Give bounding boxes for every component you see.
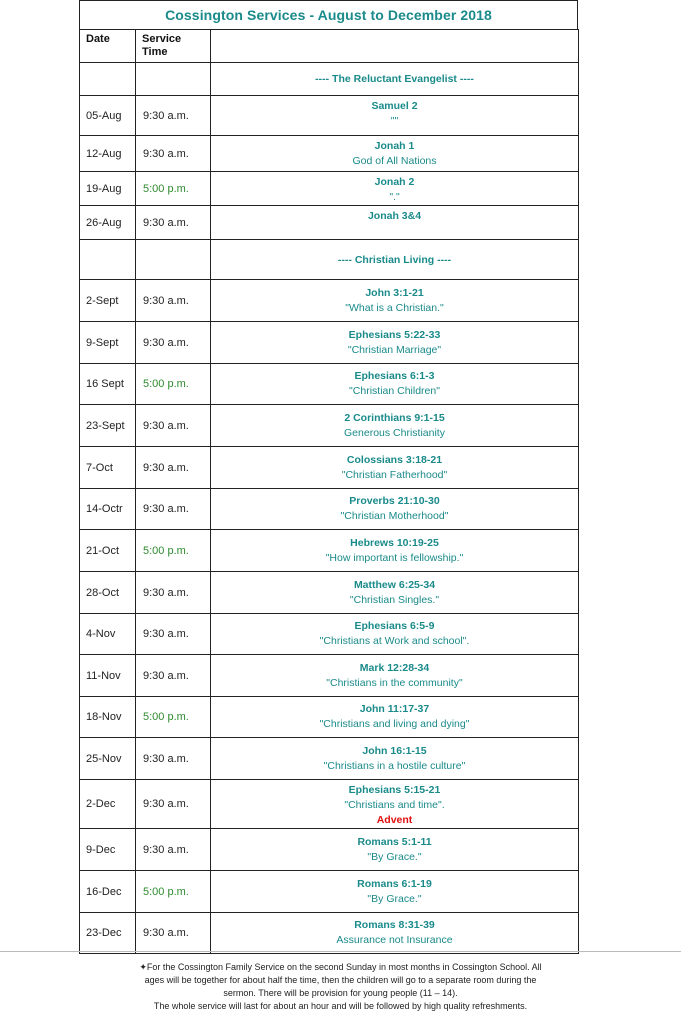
date-cell: 21-Oct	[80, 530, 136, 572]
scripture-reference: Hebrews 10:19-25	[350, 536, 439, 549]
service-topic: "How important is fellowship."	[325, 551, 464, 564]
date-cell: 7-Oct	[80, 447, 136, 489]
series-row	[80, 63, 579, 96]
service-row	[80, 489, 579, 530]
service-row	[80, 871, 579, 913]
service-row	[80, 572, 579, 614]
scripture-reference: Romans 5:1-11	[357, 835, 432, 848]
date-cell: 16 Sept	[80, 364, 136, 405]
service-cell	[211, 572, 579, 614]
series-heading: ---- Christian Living ----	[211, 240, 579, 280]
service-topic: "Christians in the community"	[326, 676, 463, 689]
service-cell	[211, 96, 579, 136]
service-cell	[211, 829, 579, 871]
series-heading: ---- The Reluctant Evangelist ----	[211, 63, 579, 96]
service-topic: God of All Nations	[352, 154, 437, 167]
time-cell: 5:00 p.m.	[136, 871, 211, 913]
footer-line-4: The whole service will last for about an hour and will be followed by high quality refreshments.	[153, 1001, 528, 1011]
service-row	[80, 136, 579, 172]
scripture-reference: Jonah 1	[374, 139, 415, 152]
date-header: Date	[80, 30, 136, 63]
date-cell: 14-Octr	[80, 489, 136, 530]
page-title: Cossington Services - August to December 2018	[79, 0, 578, 29]
service-cell	[211, 405, 579, 447]
date-cell: 2-Dec	[80, 780, 136, 829]
date-cell: 12-Aug	[80, 136, 136, 172]
service-row	[80, 405, 579, 447]
time-cell: 9:30 a.m.	[136, 280, 211, 322]
service-cell	[211, 614, 579, 655]
time-header: Service Time	[136, 30, 211, 63]
service-row	[80, 913, 579, 954]
service-topic: Assurance not Insurance	[336, 934, 453, 946]
service-topic: "By Grace."	[367, 850, 422, 863]
service-topic: "Christian Motherhood"	[340, 510, 449, 522]
date-cell: 25-Nov	[80, 738, 136, 780]
service-topic: Generous Christianity	[344, 426, 445, 439]
date-cell: 23-Dec	[80, 913, 136, 954]
service-cell	[211, 172, 579, 206]
time-cell: 5:00 p.m.	[136, 697, 211, 738]
service-topic: "What is a Christian."	[345, 301, 444, 314]
service-topic: "Christians at Work and school".	[319, 635, 470, 647]
time-cell: 9:30 a.m.	[136, 206, 211, 240]
date-cell: 26-Aug	[80, 206, 136, 240]
date-cell: 16-Dec	[80, 871, 136, 913]
service-row	[80, 447, 579, 489]
service-cell	[211, 136, 579, 172]
time-cell: 5:00 p.m.	[136, 172, 211, 206]
scripture-reference: Romans 6:1-19	[357, 877, 432, 890]
footer-line-3: sermon. There will be provision for young people (11 – 14).	[223, 988, 458, 998]
advent-label: Advent	[376, 814, 413, 826]
service-row	[80, 738, 579, 780]
time-cell: 9:30 a.m.	[136, 829, 211, 871]
series-row	[80, 240, 579, 280]
scripture-reference: Ephesians 5:15-21	[348, 784, 441, 796]
time-cell: 9:30 a.m.	[136, 738, 211, 780]
service-topic: ""	[390, 115, 399, 127]
time-cell: 9:30 a.m.	[136, 655, 211, 697]
service-topic: "Christians in a hostile culture"	[323, 759, 466, 772]
date-cell: 9-Dec	[80, 829, 136, 871]
service-cell	[211, 489, 579, 530]
time-cell	[136, 240, 211, 280]
service-row	[80, 96, 579, 136]
scripture-reference: John 16:1-15	[362, 744, 427, 757]
service-topic: "By Grace."	[367, 892, 422, 905]
header-row	[80, 30, 579, 63]
time-cell: 9:30 a.m.	[136, 614, 211, 655]
service-row	[80, 206, 579, 240]
service-topic: "Christians and time".	[344, 799, 445, 811]
service-header	[211, 30, 579, 63]
scripture-reference: Jonah 3&4	[367, 210, 422, 222]
time-cell: 9:30 a.m.	[136, 405, 211, 447]
service-row	[80, 829, 579, 871]
service-cell	[211, 447, 579, 489]
time-cell: 9:30 a.m.	[136, 96, 211, 136]
footer-line-2: ages will be together for about half the time, then the children will go to a separate room during the	[144, 975, 537, 985]
date-cell: 23-Sept	[80, 405, 136, 447]
date-cell: 11-Nov	[80, 655, 136, 697]
service-row	[80, 530, 579, 572]
schedule-table	[79, 29, 579, 954]
service-row	[80, 614, 579, 655]
scripture-reference: Samuel 2	[371, 100, 418, 112]
service-cell	[211, 322, 579, 364]
service-row	[80, 697, 579, 738]
scripture-reference: Colossians 3:18-21	[346, 453, 443, 466]
time-cell: 9:30 a.m.	[136, 780, 211, 829]
date-cell	[80, 63, 136, 96]
service-cell	[211, 871, 579, 913]
service-cell	[211, 206, 579, 240]
scripture-reference: Mark 12:28-34	[359, 661, 430, 674]
scripture-reference: Romans 8:31-39	[354, 919, 435, 931]
time-cell: 9:30 a.m.	[136, 322, 211, 364]
service-row	[80, 364, 579, 405]
service-cell	[211, 364, 579, 405]
date-cell: 9-Sept	[80, 322, 136, 364]
time-cell: 9:30 a.m.	[136, 913, 211, 954]
date-cell: 4-Nov	[80, 614, 136, 655]
scripture-reference: Ephesians 5:22-33	[348, 328, 441, 341]
service-topic: "Christian Children"	[349, 385, 440, 397]
service-topic: "Christian Fatherhood"	[341, 468, 448, 481]
time-cell	[136, 63, 211, 96]
scripture-reference: John 3:1-21	[365, 286, 424, 299]
service-topic: "Christian Marriage"	[347, 343, 442, 356]
footer-note	[60, 961, 621, 1013]
scripture-reference: Ephesians 6:1-3	[354, 370, 435, 382]
scripture-reference: 2 Corinthians 9:1-15	[344, 411, 445, 424]
schedule-sheet	[79, 0, 578, 954]
date-cell	[80, 240, 136, 280]
date-cell: 19-Aug	[80, 172, 136, 206]
time-cell: 9:30 a.m.	[136, 489, 211, 530]
service-cell	[211, 738, 579, 780]
service-cell	[211, 280, 579, 322]
scripture-reference: Matthew 6:25-34	[353, 578, 436, 591]
footer-line-1: ✦For the Cossington Family Service on the second Sunday in most months in Cossington School. All	[139, 962, 542, 972]
service-cell	[211, 655, 579, 697]
scripture-reference: Proverbs 21:10-30	[349, 495, 440, 507]
time-cell: 9:30 a.m.	[136, 572, 211, 614]
service-row	[80, 780, 579, 829]
scripture-reference: Ephesians 6:5-9	[354, 620, 435, 632]
footer-divider	[0, 951, 681, 952]
service-cell	[211, 913, 579, 954]
service-cell	[211, 530, 579, 572]
time-cell: 9:30 a.m.	[136, 136, 211, 172]
time-cell: 9:30 a.m.	[136, 447, 211, 489]
service-row	[80, 655, 579, 697]
scripture-reference: John 11:17-37	[359, 703, 430, 715]
service-topic: "Christians and living and dying"	[319, 718, 470, 730]
service-topic: "."	[389, 191, 400, 203]
time-cell: 5:00 p.m.	[136, 364, 211, 405]
service-cell	[211, 780, 579, 829]
date-cell: 2-Sept	[80, 280, 136, 322]
date-cell: 05-Aug	[80, 96, 136, 136]
date-cell: 18-Nov	[80, 697, 136, 738]
service-cell	[211, 697, 579, 738]
service-row	[80, 322, 579, 364]
scripture-reference: Jonah 2	[374, 176, 415, 188]
service-row	[80, 172, 579, 206]
time-cell: 5:00 p.m.	[136, 530, 211, 572]
service-row	[80, 280, 579, 322]
service-topic: "Christian Singles."	[349, 593, 440, 606]
date-cell: 28-Oct	[80, 572, 136, 614]
